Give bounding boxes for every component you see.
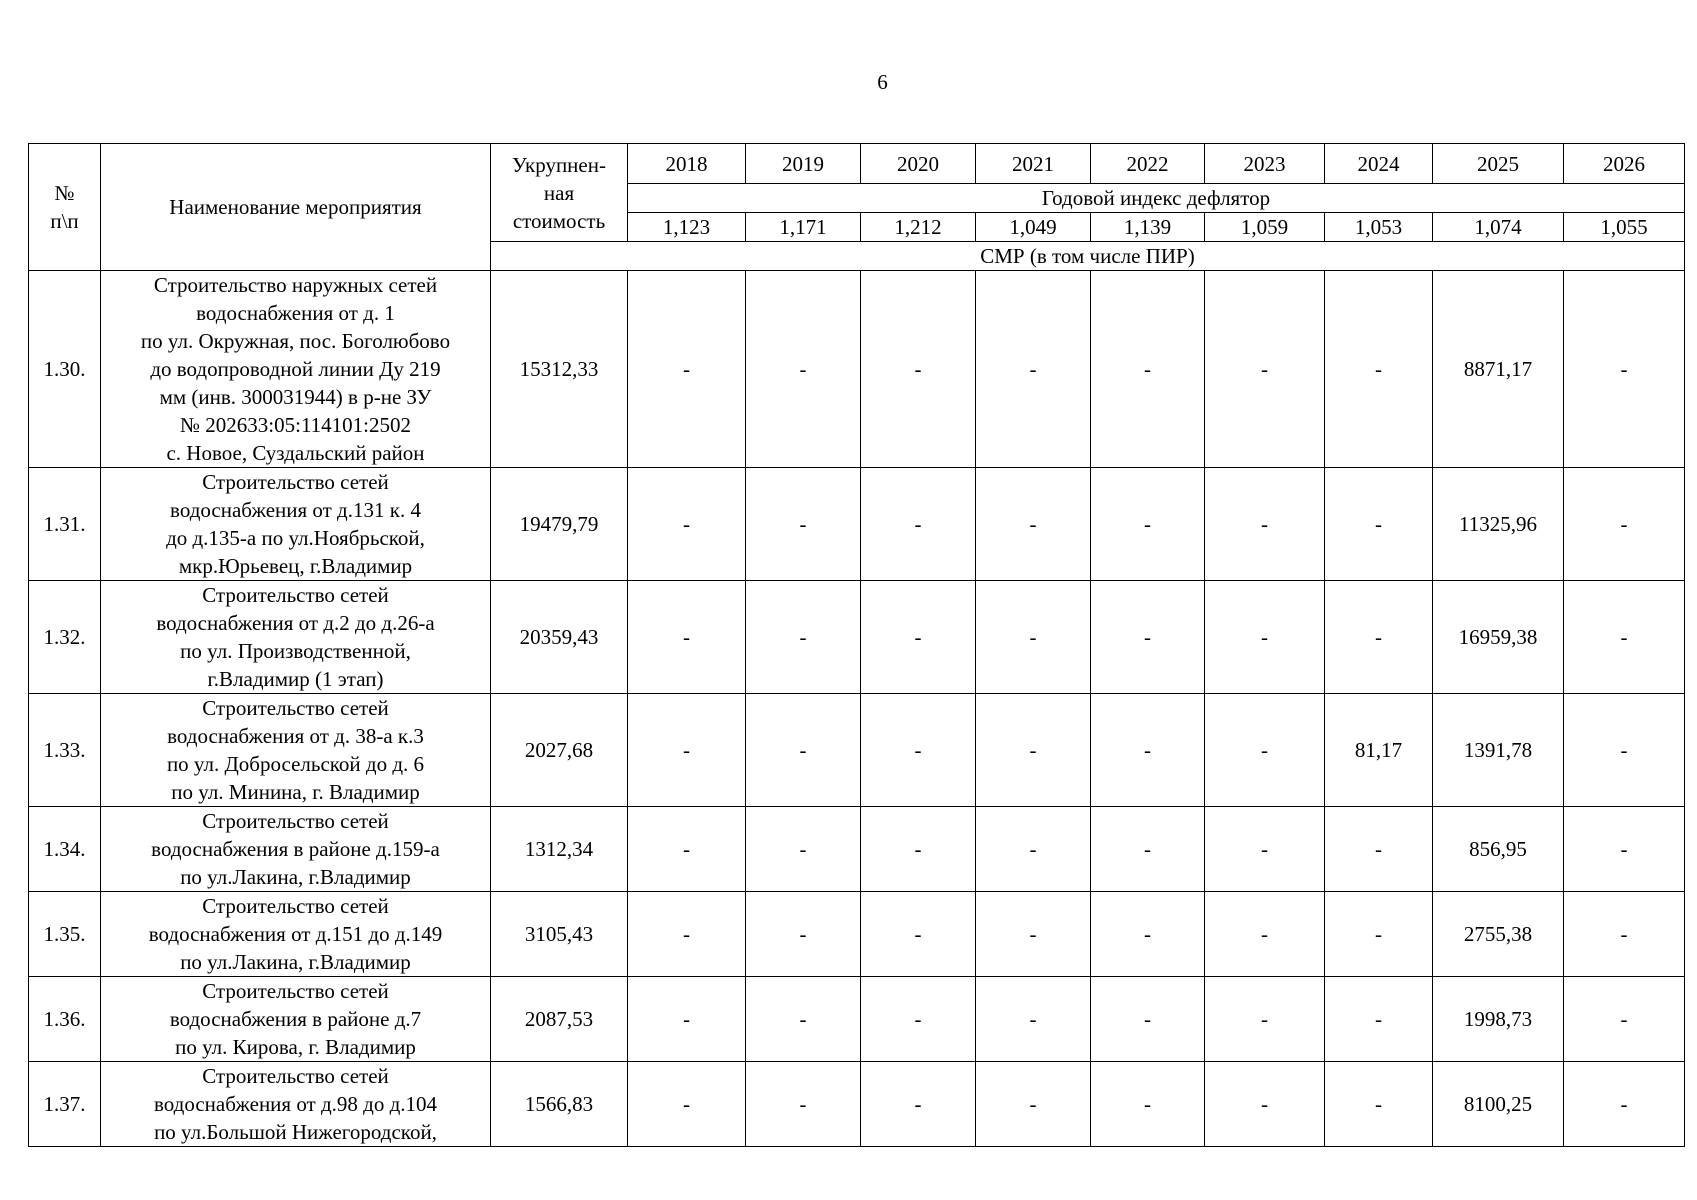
header-year: 2021 [976, 144, 1091, 184]
row-year-value: 81,17 [1325, 694, 1433, 807]
header-year: 2026 [1564, 144, 1685, 184]
row-cost: 19479,79 [491, 468, 628, 581]
row-year-value: 8871,17 [1433, 271, 1564, 468]
header-row-years [29, 144, 1685, 184]
row-year-value: - [1325, 468, 1433, 581]
page-number: 6 [877, 70, 888, 94]
row-year-value: - [746, 694, 861, 807]
row-year-value: - [1325, 892, 1433, 977]
row-cost: 2027,68 [491, 694, 628, 807]
row-year-value: - [861, 807, 976, 892]
row-name: Строительство сетей водоснабжения от д.98 до д.104 по ул.Большой Нижегородской, [101, 1062, 491, 1147]
table-row [29, 1062, 1685, 1147]
row-year-value: - [628, 694, 746, 807]
row-name: Строительство сетей водоснабжения от д.151 до д.149 по ул.Лакина, г.Владимир [101, 892, 491, 977]
row-year-value: - [1564, 807, 1685, 892]
row-year-value: - [628, 892, 746, 977]
row-name: Строительство сетей водоснабжения от д.2 до д.26-а по ул. Производственной, г.Владимир (1 этап) [101, 581, 491, 694]
row-year-value: - [861, 694, 976, 807]
row-cost: 15312,33 [491, 271, 628, 468]
row-number: 1.30. [29, 271, 101, 468]
row-year-value: - [1205, 694, 1325, 807]
header-year: 2018 [628, 144, 746, 184]
row-number: 1.32. [29, 581, 101, 694]
header-deflator: 1,053 [1325, 213, 1433, 242]
row-year-value: - [976, 271, 1091, 468]
row-year-value: - [628, 271, 746, 468]
row-year-value: - [1205, 271, 1325, 468]
table-row [29, 581, 1685, 694]
table-row [29, 807, 1685, 892]
row-year-value: 8100,25 [1433, 1062, 1564, 1147]
table-row [29, 694, 1685, 807]
row-year-value: - [1325, 807, 1433, 892]
row-year-value: - [746, 977, 861, 1062]
row-year-value: - [1091, 1062, 1205, 1147]
header-deflator: 1,049 [976, 213, 1091, 242]
row-year-value: - [1564, 694, 1685, 807]
row-year-value: - [1325, 271, 1433, 468]
row-year-value: 1391,78 [1433, 694, 1564, 807]
row-cost: 20359,43 [491, 581, 628, 694]
row-number: 1.35. [29, 892, 101, 977]
header-deflator: 1,212 [861, 213, 976, 242]
row-year-value: - [861, 271, 976, 468]
row-number: 1.33. [29, 694, 101, 807]
row-year-value: - [1564, 892, 1685, 977]
row-year-value: 16959,38 [1433, 581, 1564, 694]
row-year-value: - [861, 581, 976, 694]
row-year-value: - [1325, 977, 1433, 1062]
header-deflator-label: Годовой индекс дефлятор [628, 184, 1685, 213]
row-year-value: - [1205, 1062, 1325, 1147]
row-year-value: - [1325, 581, 1433, 694]
row-year-value: - [976, 807, 1091, 892]
investment-table [28, 143, 1685, 1147]
row-year-value: - [861, 1062, 976, 1147]
row-year-value: - [746, 468, 861, 581]
table-row [29, 468, 1685, 581]
row-year-value: - [1564, 271, 1685, 468]
header-name: Наименование мероприятия [101, 144, 491, 271]
header-deflator: 1,074 [1433, 213, 1564, 242]
row-cost: 1566,83 [491, 1062, 628, 1147]
row-year-value: - [1091, 581, 1205, 694]
row-year-value: - [1325, 1062, 1433, 1147]
row-year-value: - [976, 977, 1091, 1062]
row-name: Строительство сетей водоснабжения от д.131 к. 4 до д.135-а по ул.Ноябрьской, мкр.Юрьевец, г.Владимир [101, 468, 491, 581]
row-year-value: - [1091, 694, 1205, 807]
row-number: 1.34. [29, 807, 101, 892]
row-number: 1.36. [29, 977, 101, 1062]
row-year-value: - [628, 581, 746, 694]
row-year-value: - [976, 694, 1091, 807]
row-year-value: - [1205, 581, 1325, 694]
row-year-value: - [628, 1062, 746, 1147]
row-year-value: - [628, 468, 746, 581]
row-year-value: - [1205, 977, 1325, 1062]
row-year-value: - [746, 892, 861, 977]
row-year-value: - [861, 977, 976, 1062]
row-year-value: - [628, 807, 746, 892]
row-year-value: - [1091, 892, 1205, 977]
header-year: 2025 [1433, 144, 1564, 184]
row-year-value: - [1091, 271, 1205, 468]
header-cost: Укрупнен- ная стоимость [491, 144, 628, 242]
row-year-value: - [746, 1062, 861, 1147]
row-year-value: - [976, 892, 1091, 977]
header-deflator: 1,123 [628, 213, 746, 242]
header-deflator: 1,059 [1205, 213, 1325, 242]
row-year-value: - [1205, 892, 1325, 977]
row-year-value: - [746, 807, 861, 892]
row-year-value: - [628, 977, 746, 1062]
header-smr-label: СМР (в том числе ПИР) [491, 242, 1685, 271]
row-number: 1.31. [29, 468, 101, 581]
row-year-value: - [1564, 1062, 1685, 1147]
row-year-value: 2755,38 [1433, 892, 1564, 977]
row-year-value: - [1205, 468, 1325, 581]
row-year-value: - [1091, 807, 1205, 892]
header-year: 2024 [1325, 144, 1433, 184]
header-year: 2019 [746, 144, 861, 184]
row-year-value: - [1091, 977, 1205, 1062]
row-year-value: - [976, 581, 1091, 694]
row-year-value: 1998,73 [1433, 977, 1564, 1062]
row-year-value: - [746, 271, 861, 468]
row-cost: 3105,43 [491, 892, 628, 977]
table-row [29, 271, 1685, 468]
row-year-value: - [1091, 468, 1205, 581]
row-number: 1.37. [29, 1062, 101, 1147]
row-year-value: - [746, 581, 861, 694]
row-cost: 1312,34 [491, 807, 628, 892]
row-name: Строительство наружных сетей водоснабжения от д. 1 по ул. Окружная, пос. Боголюбово до водопроводной линии Ду 219 мм (инв. 300031944) в р-не ЗУ № 202633:05:114101:2502 с. Новое, Суздальский район [101, 271, 491, 468]
header-deflator: 1,139 [1091, 213, 1205, 242]
row-year-value: - [976, 1062, 1091, 1147]
header-deflator: 1,055 [1564, 213, 1685, 242]
row-year-value: - [1564, 977, 1685, 1062]
row-cost: 2087,53 [491, 977, 628, 1062]
row-name: Строительство сетей водоснабжения в районе д.7 по ул. Кирова, г. Владимир [101, 977, 491, 1062]
header-year: 2020 [861, 144, 976, 184]
header-num: № п\п [29, 144, 101, 271]
row-year-value: - [861, 468, 976, 581]
row-year-value: - [861, 892, 976, 977]
table-row [29, 892, 1685, 977]
row-name: Строительство сетей водоснабжения в районе д.159-а по ул.Лакина, г.Владимир [101, 807, 491, 892]
row-year-value: - [1205, 807, 1325, 892]
row-year-value: 11325,96 [1433, 468, 1564, 581]
row-year-value: - [976, 468, 1091, 581]
header-year: 2023 [1205, 144, 1325, 184]
table-row [29, 977, 1685, 1062]
row-year-value: - [1564, 581, 1685, 694]
header-deflator: 1,171 [746, 213, 861, 242]
header-year: 2022 [1091, 144, 1205, 184]
row-year-value: 856,95 [1433, 807, 1564, 892]
row-name: Строительство сетей водоснабжения от д. 38-а к.3 по ул. Добросельской до д. 6 по ул. Минина, г. Владимир [101, 694, 491, 807]
row-year-value: - [1564, 468, 1685, 581]
